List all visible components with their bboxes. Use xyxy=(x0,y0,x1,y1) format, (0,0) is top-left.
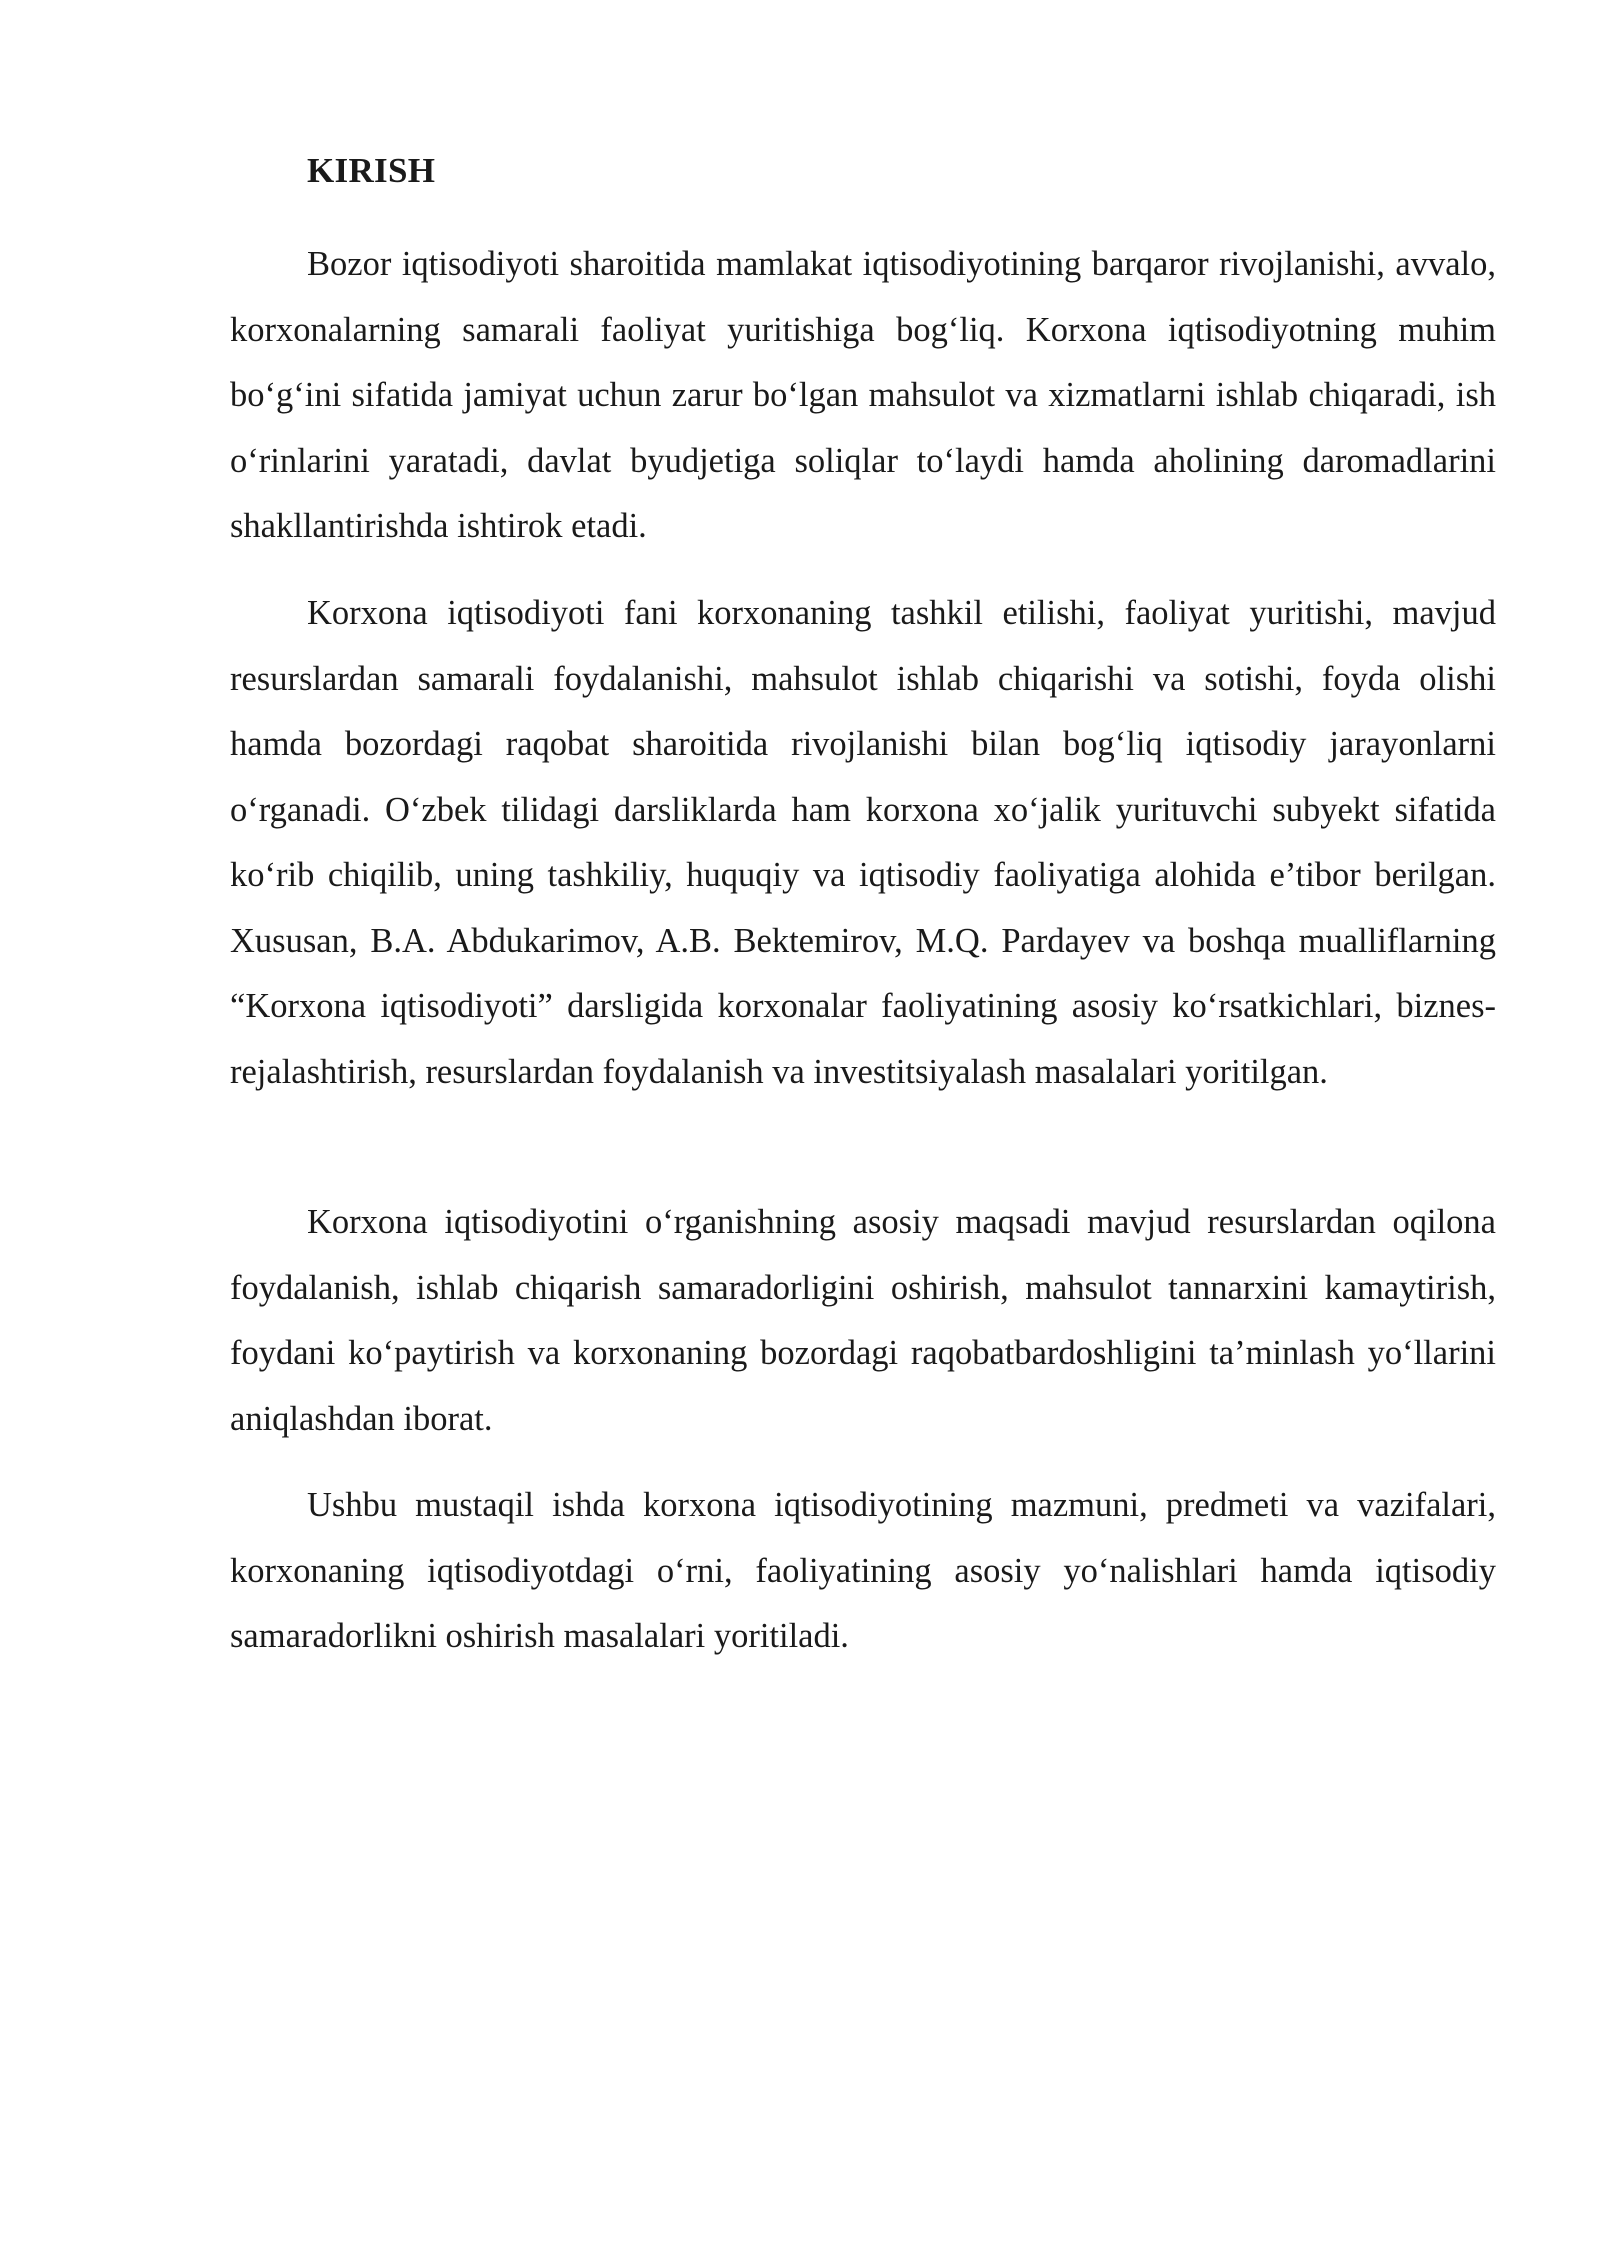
section-heading: KIRISH xyxy=(307,151,436,190)
paragraph-1: Bozor iqtisodiyoti sharoitida mamlakat iqtisodiyotining barqaror rivojlanishi, avvalo, korxonalarning samarali faoliyat yuritishiga bog‘liq. Korxona iqtisodiyotning muhim bo‘g‘ini sifatida jamiyat uchun zarur bo‘lgan mahsulot va xizmatlarni ishlab chiqaradi, ish o‘rinlarini yaratadi, davlat byudjetiga soliqlar to‘laydi hamda aholining daromadlarini shakllantirishda ishtirok etadi. xyxy=(230,245,1496,545)
paragraph-3: Korxona iqtisodiyotini o‘rganishning asosiy maqsadi mavjud resurslardan oqilona foydalanish, ishlab chiqarish samaradorligini oshirish, mahsulot tannarxini kamaytirish, foydani ko‘paytirish va korxonaning bozordagi raqobatbardoshligini ta’minlash yo‘llarini aniqlashdan iborat. xyxy=(230,1203,1496,1438)
paragraph-2: Korxona iqtisodiyoti fani korxonaning tashkil etilishi, faoliyat yuritishi, mavjud resurslardan samarali foydalanishi, mahsulot ishlab chiqarishi va sotishi, foyda olishi hamda bozordagi raqobat sharoitida rivojlanishi bilan bog‘liq iqtisodiy jarayonlarni o‘rganadi. O‘zbek tilidagi darsliklarda ham korxona xo‘jalik yurituvchi subyekt sifatida ko‘rib chiqilib, uning tashkiliy, huquqiy va iqtisodiy faoliyatiga alohida e’tibor berilgan. Xususan, B.A. Abdukarimov, A.B. Bektemirov, M.Q. Pardayev va boshqa mualliflarning “Korxona iqtisodiyoti” darsligida korxonalar faoliyatining asosiy ko‘rsatkichlari, biznes-rejalashtirish, resurslardan foydalanish va investitsiyalash masalalari yoritilgan. xyxy=(230,594,1496,1091)
paragraph-4: Ushbu mustaqil ishda korxona iqtisodiyotining mazmuni, predmeti va vazifalari, korxonaning iqtisodiyotdagi o‘rni, faoliyatining asosiy yo‘nalishlari hamda iqtisodiy samaradorlikni oshirish masalalari yoritiladi. xyxy=(230,1486,1496,1655)
